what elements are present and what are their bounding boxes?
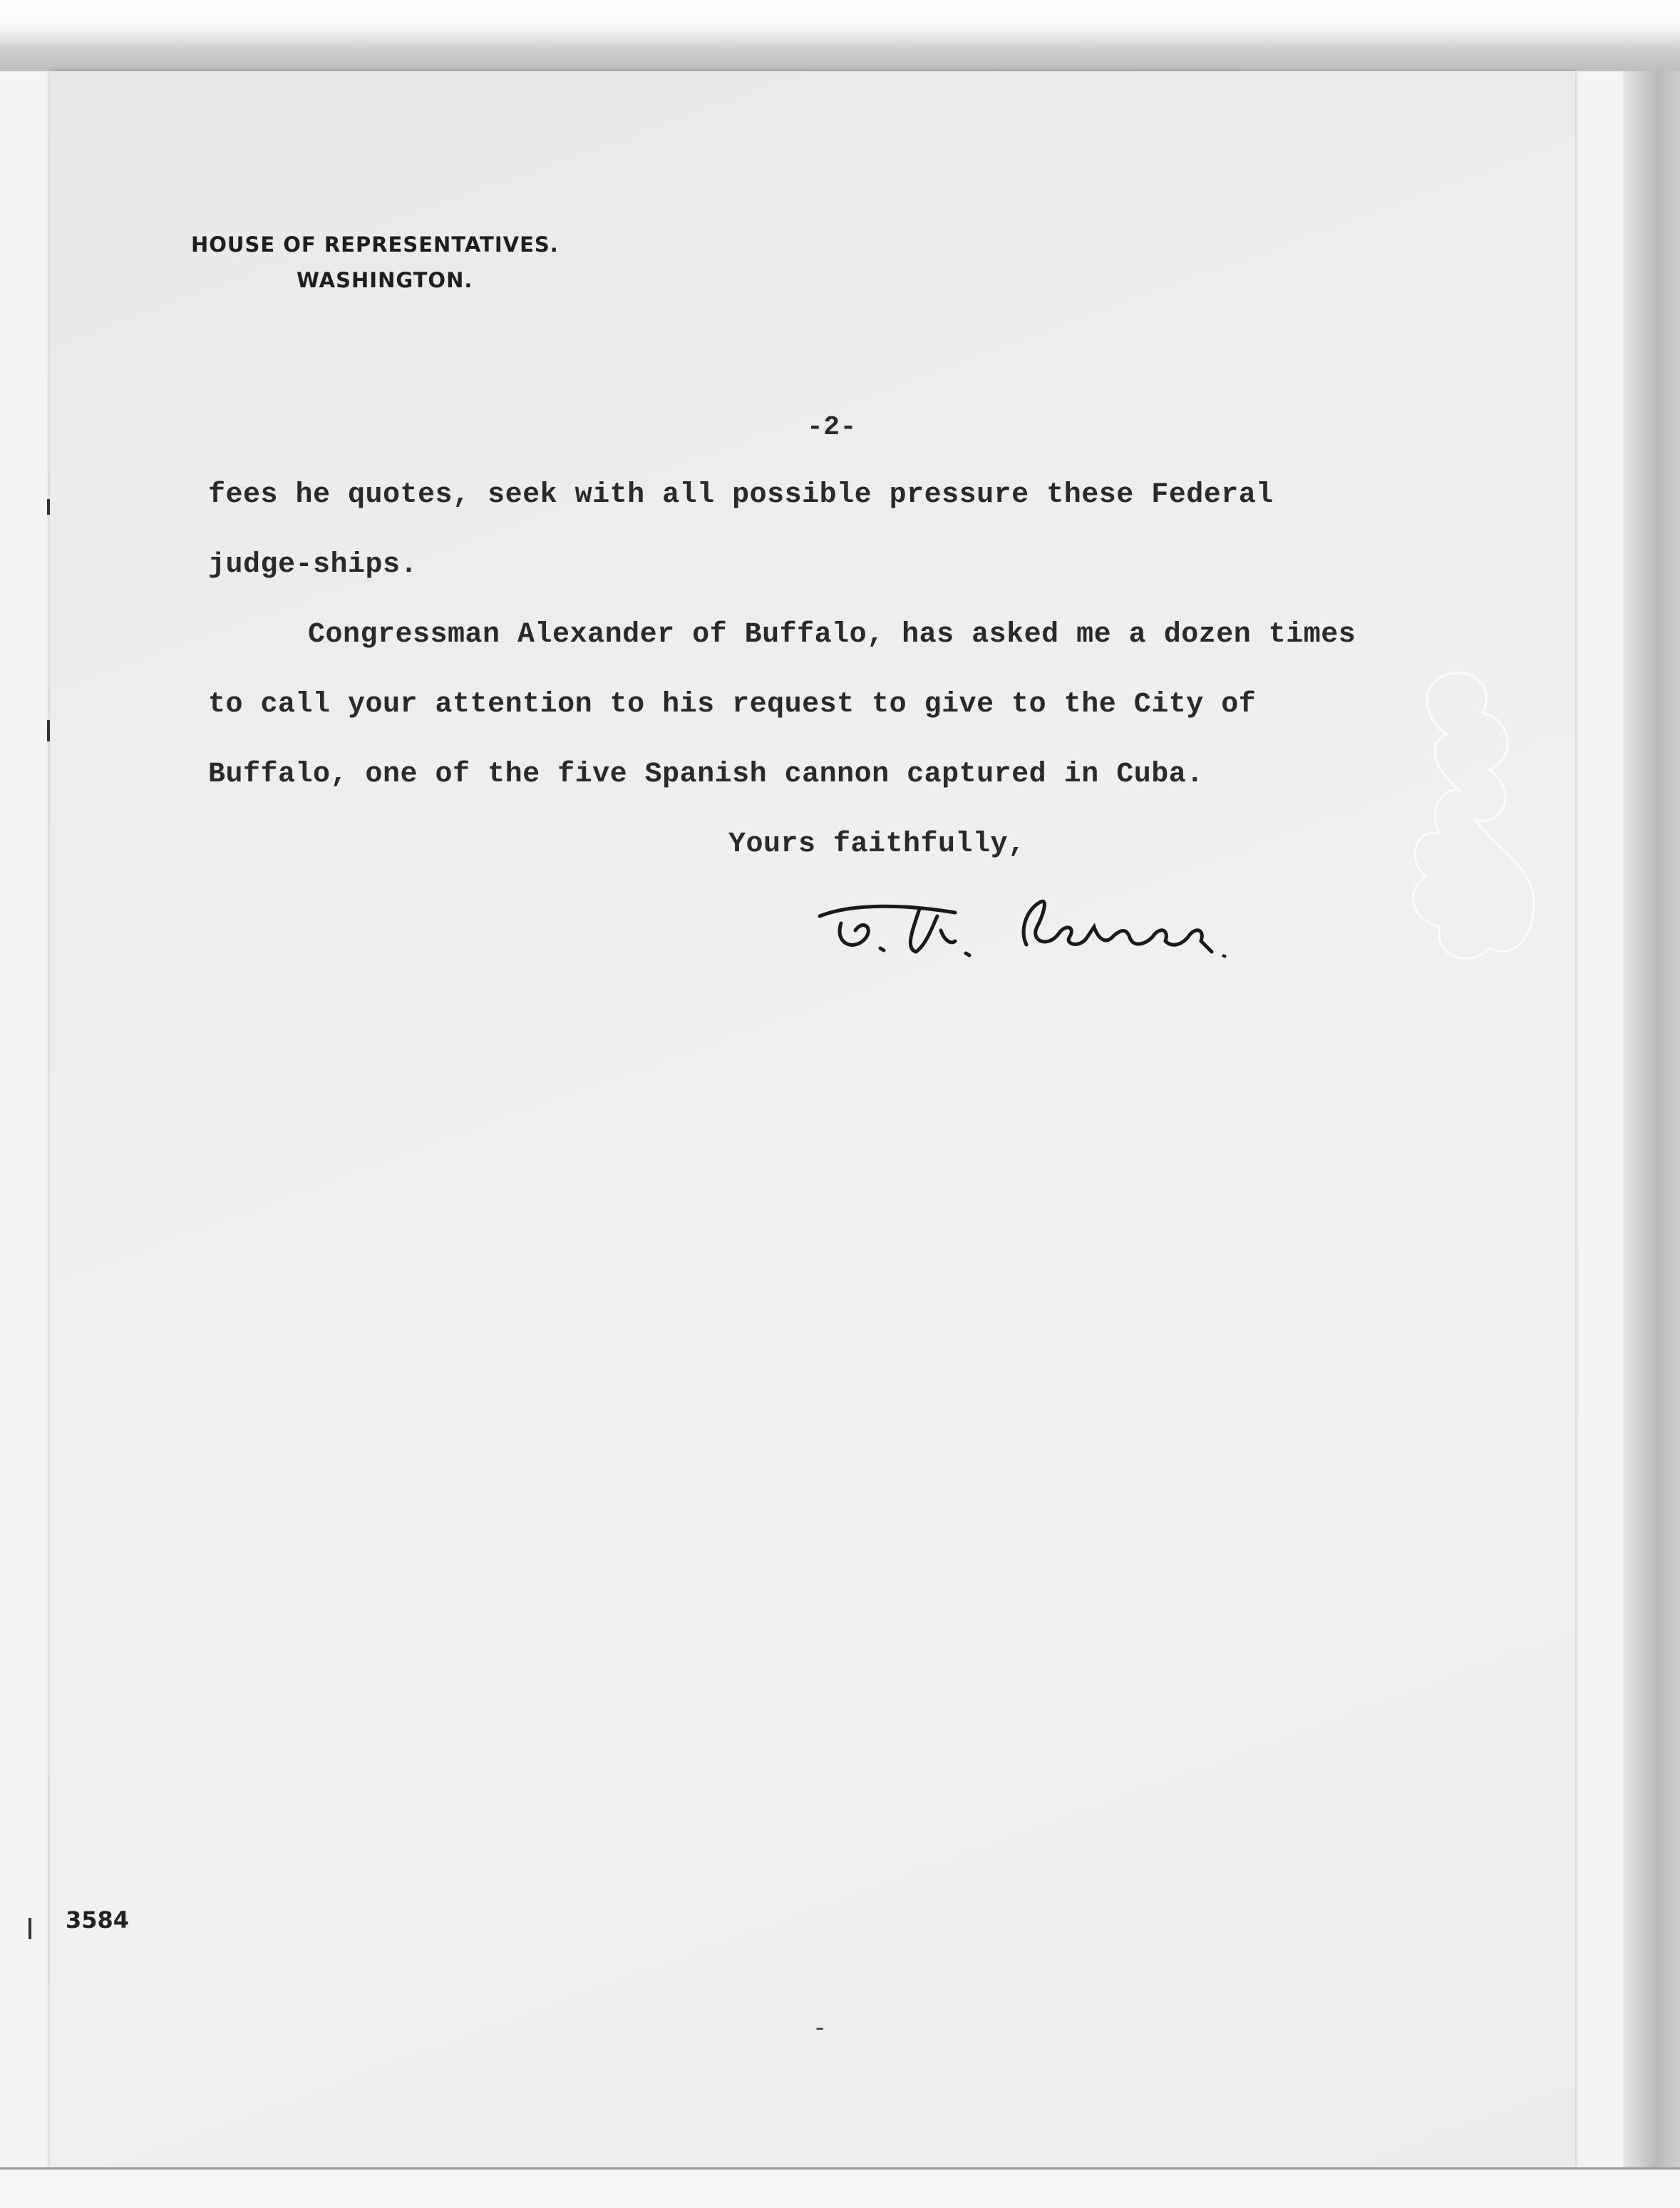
letterhead-city: WASHINGTON.	[297, 268, 473, 292]
body-line-1: fees he quotes, seek with all possible pressure these Federal	[208, 479, 1274, 511]
scan-right-edge	[1623, 71, 1680, 2208]
scan-bottom-edge	[0, 2167, 1680, 2208]
letter-sheet	[50, 71, 1575, 2167]
page-number: -2-	[807, 412, 857, 443]
handwritten-signature	[813, 888, 1326, 966]
margin-mark-1	[47, 499, 50, 515]
body-line-4: to call your attention to his request to give to the City of	[208, 689, 1257, 721]
footer-mark: -	[813, 2016, 828, 2043]
margin-mark-2	[47, 720, 50, 741]
stain-outline	[1397, 663, 1561, 977]
scan-top-edge	[0, 0, 1680, 71]
body-line-2: judge-ships.	[208, 549, 418, 581]
letterhead-house: HOUSE OF REPRESENTATIVES.	[191, 232, 559, 257]
body-line-5: Buffalo, one of the five Spanish cannon captured in Cuba.	[208, 759, 1204, 791]
letterhead	[191, 227, 559, 298]
document-number: 3584	[66, 1906, 130, 1934]
margin-mark-3	[29, 1918, 31, 1939]
closing-salutation: Yours faithfully,	[728, 828, 1026, 861]
body-line-3: Congressman Alexander of Buffalo, has asked me a dozen times	[308, 619, 1356, 651]
